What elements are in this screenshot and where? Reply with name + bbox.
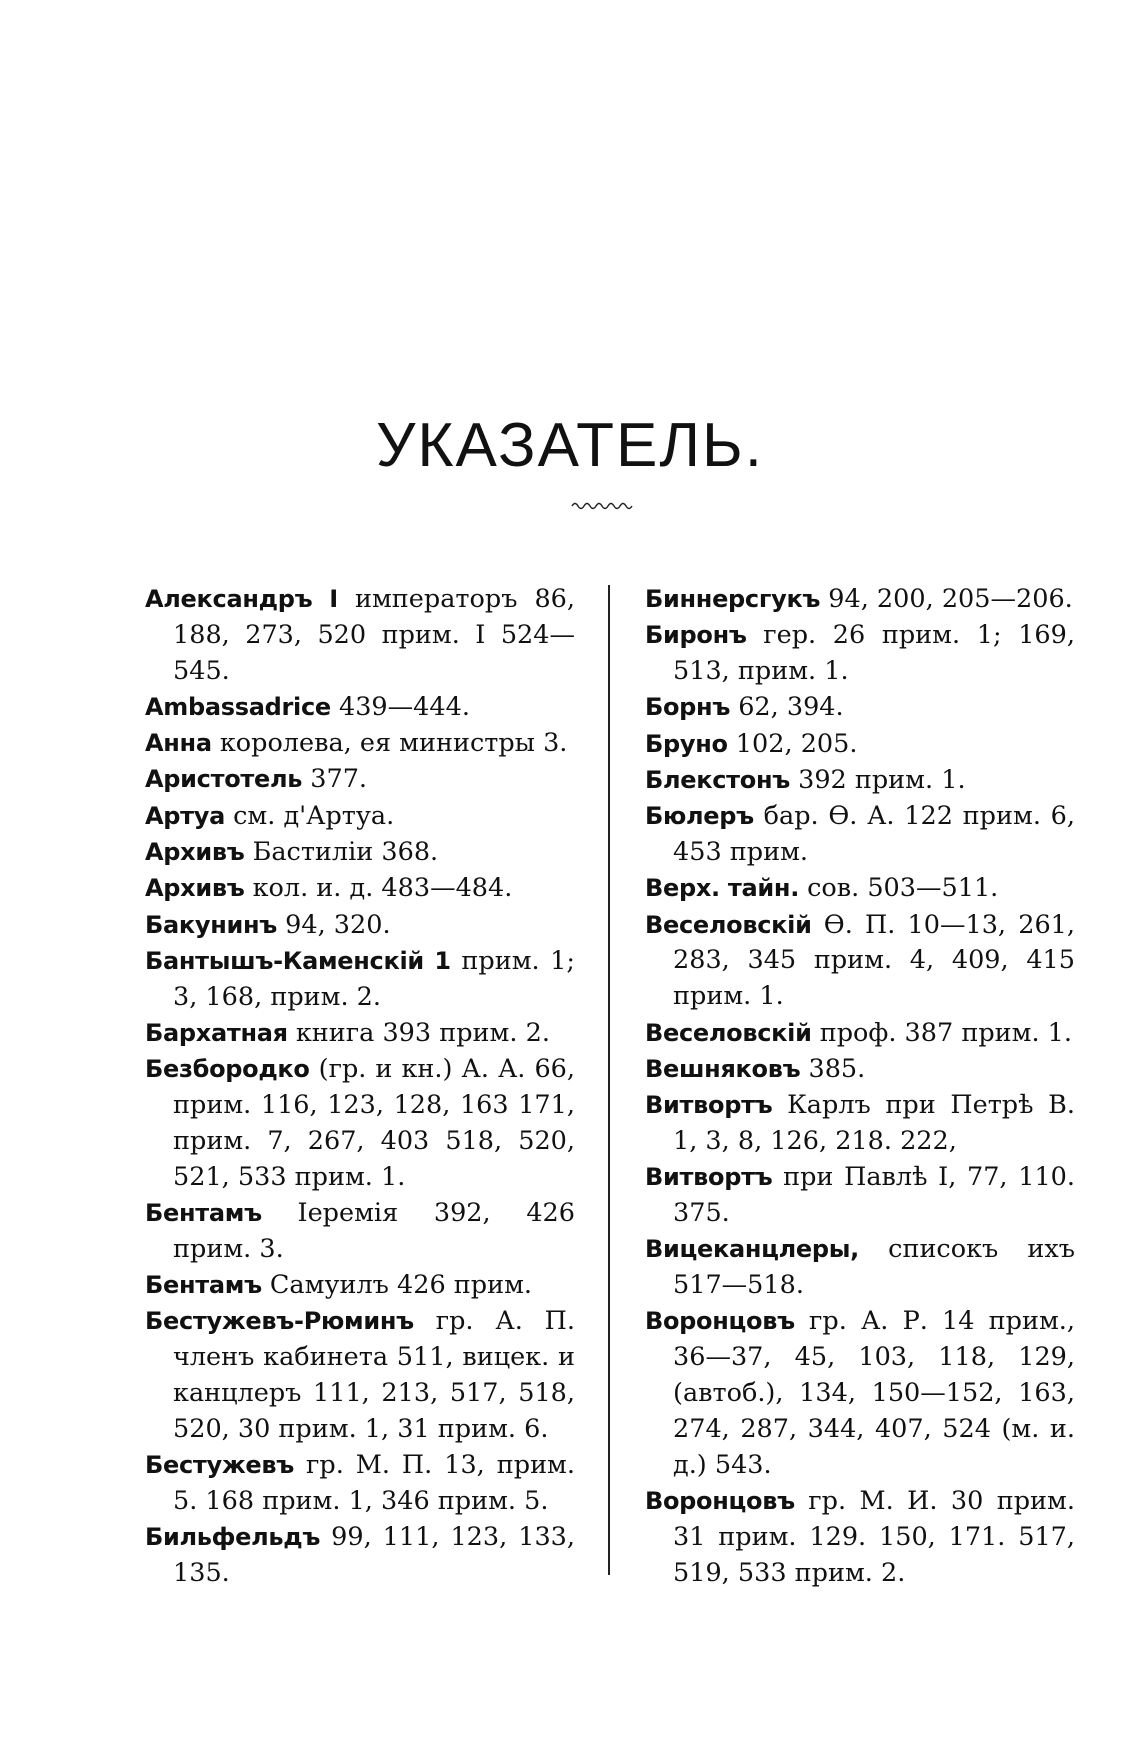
index-entry — [145, 762, 575, 798]
index-entry-headword: Бруно — [645, 729, 728, 758]
index-entry-headword: Биронъ — [645, 621, 747, 650]
index-entry-headword: Блекстонъ — [645, 765, 790, 794]
index-entry — [145, 1052, 575, 1195]
page-title: УКАЗАТЕЛЬ. — [376, 411, 764, 480]
index-entry-refs: Самуилъ 426 прим. — [261, 1270, 533, 1301]
index-entry — [145, 835, 575, 871]
index-entry-headword: Воронцовъ — [645, 1307, 795, 1336]
index-entry — [145, 908, 575, 944]
index-entry — [645, 690, 1075, 726]
index-entry — [145, 1268, 575, 1304]
index-entry-headword: Ambassadrice — [145, 692, 331, 721]
index-entry-headword: Вешняковъ — [645, 1054, 801, 1083]
index-entry — [145, 799, 575, 835]
index-entry — [645, 871, 1075, 907]
index-entry-refs: при Павлѣ I, 77, 110. 375. — [673, 1162, 1075, 1229]
index-entry-headword: Бестужевъ — [145, 1451, 295, 1480]
index-column-left — [145, 582, 575, 1592]
index-entry-headword: Анна — [145, 729, 212, 758]
index-entry-headword: Артуа — [145, 801, 226, 830]
index-entry — [645, 1160, 1075, 1232]
index-entry-refs: кол. и. д. 483—484. — [244, 873, 513, 904]
index-entry — [145, 690, 575, 726]
index-entry-headword: Бильфельдъ — [145, 1523, 321, 1552]
index-entry — [145, 1016, 575, 1052]
index-entry — [645, 763, 1075, 799]
index-entry-refs: 62, 394. — [730, 692, 844, 723]
index-entry-refs: книга 393 прим. 2. — [287, 1018, 550, 1049]
index-entry-headword: Витвортъ — [645, 1091, 773, 1120]
ornament-divider — [570, 498, 650, 512]
index-entry-headword: Бюлеръ — [645, 802, 754, 831]
index-entry-refs: прим. 1; 3, 168, прим. 2. — [173, 945, 575, 1012]
index-entry-headword: Бакунинъ — [145, 910, 278, 939]
index-entry-refs: гр. А. Р. 14 прим., 36—37, 45, 103, 118, 129, (автоб.), 134, 150—152, 163, 274, 287, 344, 407, 524 (м. и. д.) 543. — [673, 1306, 1075, 1480]
index-entry-headword: Борнъ — [645, 693, 731, 722]
index-entry-refs: проф. 387 прим. 1. — [811, 1017, 1073, 1048]
index-entry-headword: Бестужевъ-Рюминъ — [145, 1307, 414, 1336]
index-entry — [645, 799, 1075, 871]
index-entry-refs: императоръ 86, 188, 273, 520 прим. I 524—545. — [173, 584, 575, 686]
index-entry-refs: 392 прим. 1. — [789, 764, 966, 795]
index-entry — [145, 1304, 575, 1447]
index-column-right — [645, 582, 1075, 1592]
index-entry — [645, 1016, 1075, 1052]
index-entry-refs: королева, ея министры 3. — [211, 728, 568, 759]
index-entry — [645, 1232, 1075, 1304]
index-entry-refs: (гр. и кн.) А. А. 66, прим. 116, 123, 128, 163 171, прим. 7, 267, 403 518, 520, 521, 533 прим. 1. — [173, 1054, 575, 1192]
index-entry-refs: списокъ ихъ 517—518. — [673, 1234, 1075, 1301]
index-entry-headword: Бентамъ — [145, 1199, 262, 1228]
index-entry-headword: Витвортъ — [645, 1163, 773, 1192]
index-entry-refs: 94, 320. — [277, 909, 391, 940]
index-entry — [645, 727, 1075, 763]
index-entry-headword: Александръ I — [145, 585, 338, 613]
index-entry-headword: Воронцовъ — [645, 1486, 795, 1515]
index-entry-headword: Биннерсгукъ — [645, 585, 821, 613]
index-entry — [645, 618, 1075, 690]
index-entry-headword: Безбородко — [145, 1055, 310, 1084]
index-entry-headword: Веселовскій — [645, 910, 812, 939]
index-entry — [645, 1304, 1075, 1483]
index-entry — [645, 582, 1075, 618]
index-entry-refs: 377. — [302, 764, 368, 795]
index-entry — [145, 726, 575, 762]
index-entry — [145, 582, 575, 689]
index-entry-headword: Архивъ — [145, 838, 245, 867]
index-entry — [145, 871, 575, 907]
index-entry-refs: 102, 205. — [727, 728, 858, 759]
index-entry-refs: сов. 503—511. — [799, 873, 999, 904]
index-entry — [145, 1196, 575, 1268]
index-entry-headword: Бантышъ-Каменскій 1 — [145, 946, 451, 975]
index-entry-refs: 99, 111, 123, 133, 135. — [173, 1522, 575, 1589]
index-entry-headword: Веселовскій — [645, 1018, 812, 1047]
index-entry-refs: бар. Ѳ. А. 122 прим. 6, 453 прим. — [673, 801, 1075, 868]
index-entry-refs: Карлъ при Петрѣ В. 1, 3, 8, 126, 218. 222, — [673, 1090, 1075, 1156]
index-entry-refs: 385. — [800, 1053, 866, 1084]
index-entry-refs: см. д'Артуа. — [225, 800, 395, 831]
index-entry-refs: Ѳ. П. 10—13, 261, 283, 345 прим. 4, 409, 415 прим. 1. — [673, 909, 1075, 1012]
index-entry — [645, 1484, 1075, 1591]
index-entry-refs: гр. М. П. 13, прим. 5. 168 прим. 1, 346 прим. 5. — [173, 1450, 575, 1516]
index-entry-refs: гр. М. И. 30 прим. 31 прим. 129. 150, 171. 517, 519, 533 прим. 2. — [673, 1485, 1075, 1588]
index-entry-refs: 439—444. — [330, 691, 470, 722]
index-entry — [645, 1088, 1075, 1160]
index-entry — [645, 908, 1075, 1015]
index-entry-headword: Архивъ — [145, 874, 245, 903]
index-entry-refs: гер. 26 прим. 1; 169, 513, прим. 1. — [673, 620, 1075, 687]
index-entry-headword: Бентамъ — [145, 1271, 262, 1300]
index-entry-refs: 94, 200, 205—206. — [820, 584, 1073, 614]
index-entry-headword: Вицеканцлеры, — [645, 1235, 859, 1264]
column-divider — [608, 585, 610, 1575]
index-entry-headword: Бархатная — [145, 1019, 288, 1048]
index-entry — [145, 1520, 575, 1592]
index-entry — [145, 1448, 575, 1520]
index-entry-refs: Бастиліи 368. — [244, 837, 439, 868]
index-entry-headword: Верх. тайн. — [645, 874, 800, 903]
index-entry — [645, 1052, 1075, 1088]
index-entry-refs: Іеремія 392, 426 прим. 3. — [173, 1198, 575, 1264]
index-entry-headword: Аристотель — [145, 765, 303, 794]
index-entry-refs: гр. А. П. членъ кабинета 511, вицек. и канцлеръ 111, 213, 517, 518, 520, 30 прим. 1, 31 прим. 6. — [173, 1306, 575, 1444]
index-entry — [145, 944, 575, 1016]
